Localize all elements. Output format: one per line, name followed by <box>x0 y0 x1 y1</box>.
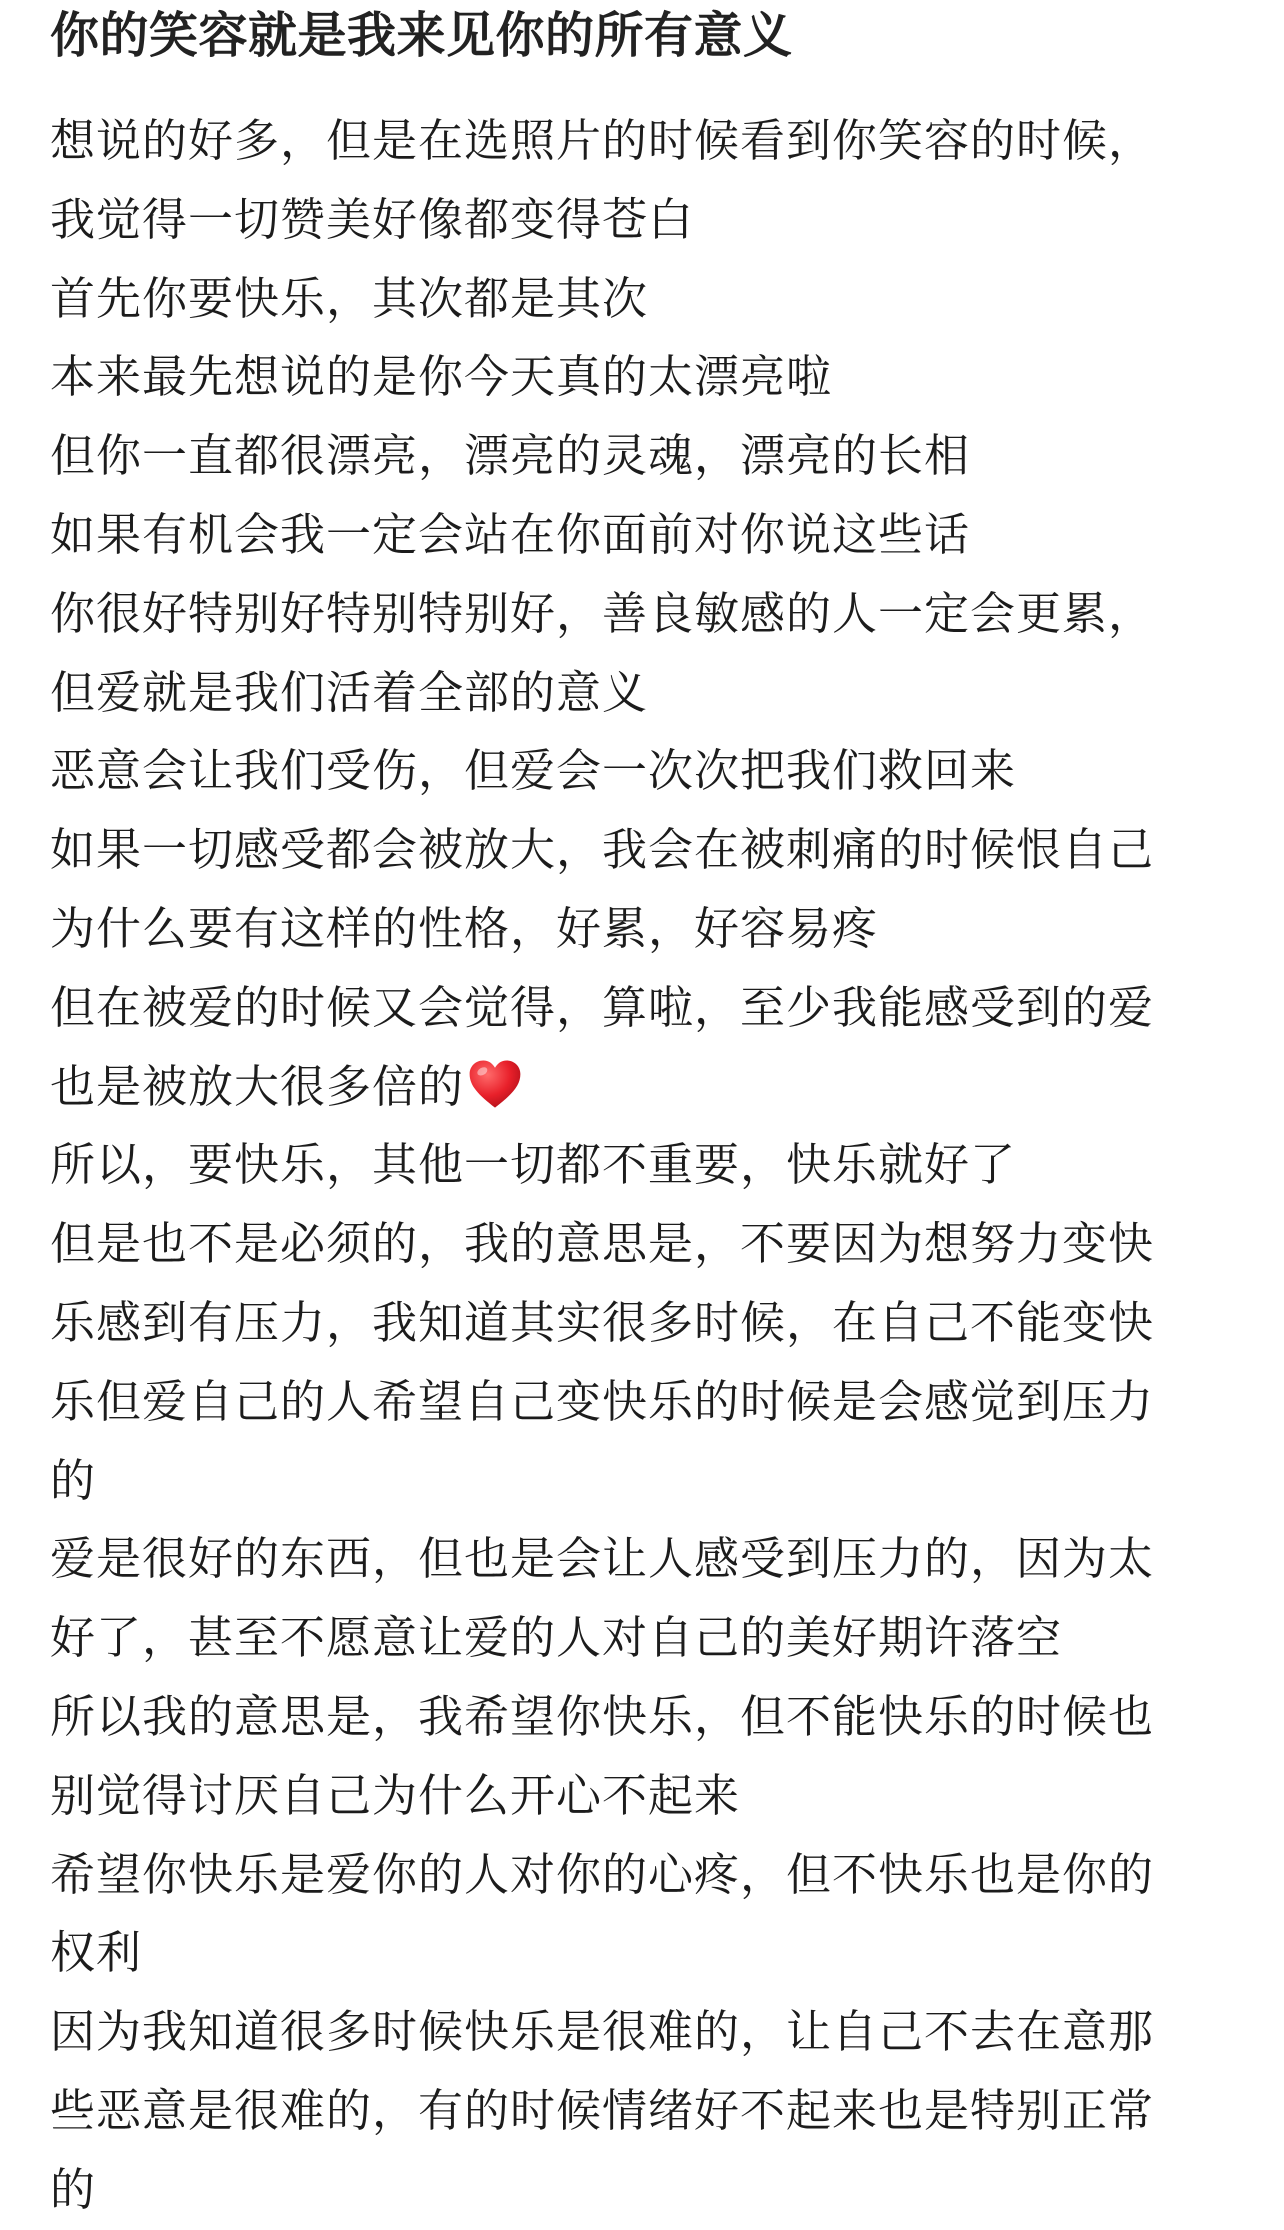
text-line: 的 <box>50 2162 97 2216</box>
text-line: 但你一直都很漂亮，漂亮的灵魂，漂亮的长相 <box>50 429 971 483</box>
text-line: 些恶意是很难的，有的时候情绪好不起来也是特别正常 <box>50 2083 1155 2137</box>
text-line: 因为我知道很多时候快乐是很难的，让自己不去在意那 <box>50 2005 1155 2059</box>
text-line: 想说的好多，但是在选照片的时候看到你笑容的时候， <box>50 114 1155 167</box>
heart-icon <box>466 1056 524 1114</box>
text-line: 本来最先想说的是你今天真的太漂亮啦 <box>50 350 833 404</box>
text-line: 的 <box>50 1453 97 1507</box>
text-line: 别觉得讨厌自己为什么开心不起来 <box>50 1768 741 1822</box>
text-line: 乐但爱自己的人希望自己变快乐的时候是会感觉到压力 <box>50 1374 1155 1428</box>
text-line: 如果有机会我一定会站在你面前对你说这些话 <box>50 507 971 561</box>
post-page <box>50 0 1250 2216</box>
text-line: 所以，要快乐，其他一切都不重要，快乐就好了 <box>50 1138 1017 1192</box>
text-line: 但爱就是我们活着全部的意义 <box>50 665 649 719</box>
text-line: 为什么要有这样的性格，好累，好容易疼 <box>50 901 879 955</box>
text-line: 我觉得一切赞美好像都变得苍白 <box>50 192 695 246</box>
text-line: 爱是很好的东西，但也是会让人感受到压力的，因为太 <box>50 1532 1155 1586</box>
text-line: 但是也不是必须的，我的意思是，不要因为想努力变快 <box>50 1217 1155 1271</box>
text-line: 首先你要快乐，其次都是其次 <box>50 271 649 325</box>
text-line: 权利 <box>50 1926 143 1980</box>
text-line-with-heart <box>50 1048 1250 1127</box>
text-line: 好了，甚至不愿意让爱的人对自己的美好期许落空 <box>50 1611 1063 1665</box>
text-line: 所以我的意思是，我希望你快乐，但不能快乐的时候也 <box>50 1689 1155 1743</box>
text-line: 乐感到有压力，我知道其实很多时候，在自己不能变快 <box>50 1295 1155 1349</box>
text-line: 也是被放大很多倍的 <box>50 1059 465 1113</box>
post-body <box>50 102 1250 2230</box>
text-line: 你很好特别好特别特别好，善良敏感的人一定会更累， <box>50 586 1155 640</box>
text-line: 但在被爱的时候又会觉得，算啦，至少我能感受到的爱 <box>50 980 1155 1034</box>
text-line: 如果一切感受都会被放大，我会在被刺痛的时候恨自己 <box>50 823 1155 877</box>
post-title: 你的笑容就是我来见你的所有意义 <box>50 7 793 64</box>
text-line: 希望你快乐是爱你的人对你的心疼，但不快乐也是你的 <box>50 1847 1155 1901</box>
text-line: 恶意会让我们受伤，但爱会一次次把我们救回来 <box>50 744 1017 798</box>
